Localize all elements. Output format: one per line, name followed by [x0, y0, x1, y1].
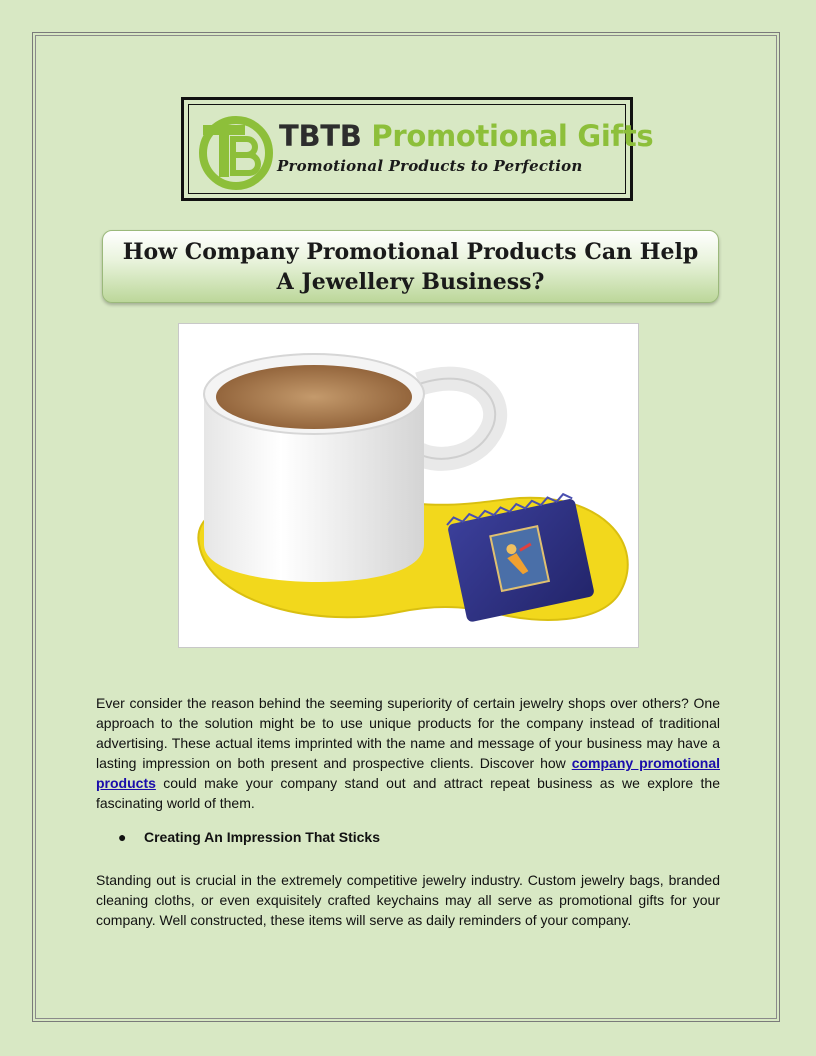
company-promotional-products-link[interactable]: company promotional products [96, 755, 721, 791]
section-paragraph: Standing out is crucial in the extremely competitive jewelry industry. Custom jewelry bags, branded cleaning cloths, or even exquisitely crafted keychains may all serve as promotional gifts for your company. Well constructed, these items will serve as daily reminders of your company. [96, 872, 720, 928]
logo-title-main: TBTB [279, 119, 362, 153]
section-heading: Creating An Impression That Sticks [144, 829, 380, 845]
coffee-cup-with-chocolate-image [179, 324, 639, 648]
page-title: How Company Promotional Products Can Help A Jewellery Business? [122, 238, 699, 295]
logo [181, 97, 654, 201]
title-banner [102, 230, 719, 303]
bullet-dot: ● [118, 829, 127, 845]
logo-tagline: Promotional Products to Perfection [277, 157, 583, 175]
intro-paragraph [96, 693, 720, 813]
section-heading-bullet [118, 829, 380, 845]
logo-title [279, 119, 653, 153]
tbtb-logo-icon [199, 111, 273, 191]
logo-title-accent: Promotional Gifts [371, 119, 654, 153]
intro-text-start: Ever consider the reason behind the seeming superiority of certain jewelry shops over others? One approach to the solution might be to use unique products for the company instead of traditional advertising. These actual items imprinted with the name and message of your business may have a lasting impression on both present and prospective clients. Discover how [96, 695, 720, 771]
intro-text-end: could make your company stand out and attract repeat business as we explore the fascinating world of them. [96, 775, 720, 811]
logo-inner-border [188, 104, 654, 194]
product-image [178, 323, 639, 648]
